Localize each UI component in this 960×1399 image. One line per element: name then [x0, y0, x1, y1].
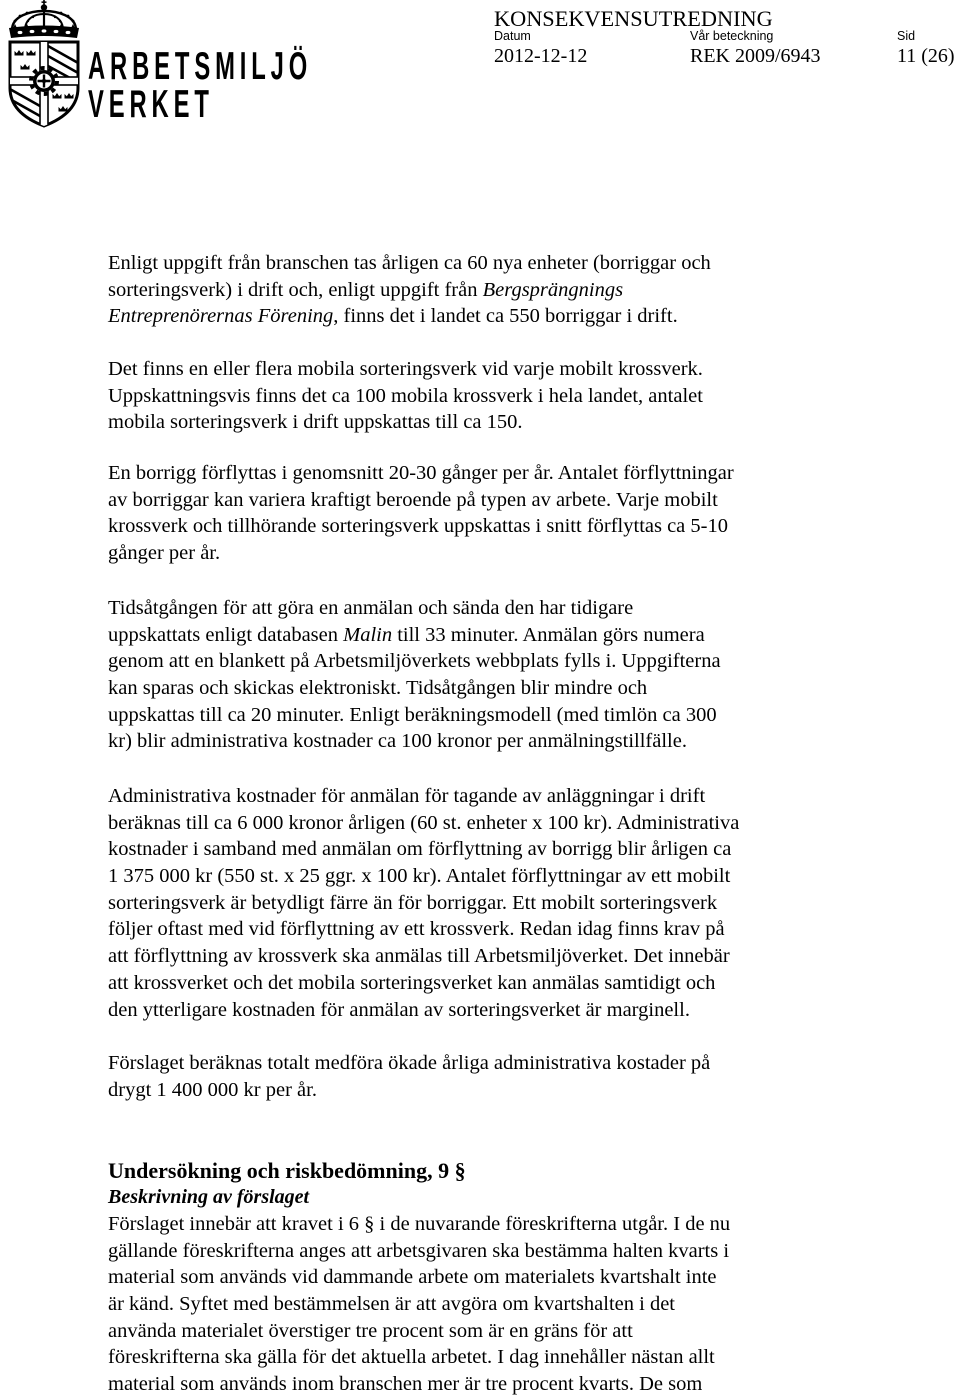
- page-number: 11 (26): [897, 45, 955, 67]
- paragraph-relocations: [108, 460, 734, 567]
- paragraph-total-cost: [108, 1050, 710, 1103]
- text-line: [108, 1050, 710, 1077]
- text-run: gånger per år.: [108, 542, 221, 565]
- text-run: att krossverket och det mobila sorteringsverket kan anmälas samtidigt och: [108, 971, 716, 994]
- logotype-line-2: VERKET: [88, 83, 214, 126]
- text-run: använda materialet överstiger tre procent som är en gräns för att: [108, 1319, 633, 1342]
- text-line: [108, 1291, 730, 1318]
- text-run: kostnader i samband med anmälan om förflyttning av borrigg blir årligen ca: [108, 838, 732, 861]
- text-run: beräknas till ca 6 000 kronor årligen (60 st. enheter x 100 kr). Administrativa: [108, 811, 740, 834]
- text-run: att förflyttning av krossverk ska anmälas till Arbetsmiljöverket. Det innebär: [108, 945, 730, 968]
- text-run: Uppskattningsvis finns det ca 100 mobila krossverk i hela landet, antalet: [108, 384, 703, 407]
- text-line: [108, 970, 739, 997]
- text-line: [108, 783, 739, 810]
- text-run: av borriggar kan variera kraftigt beroende på typen av arbete. Varje mobilt: [108, 488, 718, 511]
- text-run: sorteringsverk är betydligt färre än för borriggar. Ett mobilt sorteringsverk: [108, 891, 718, 914]
- text-line: [108, 702, 721, 729]
- text-run: Det finns en eller flera mobila sorteringsverk vid varje mobilt krossverk.: [108, 358, 703, 380]
- text-line: [108, 250, 711, 277]
- text-line: [108, 460, 734, 487]
- text-run: 1 375 000 kr (550 st. x 25 ggr. x 100 kr). Antalet förflyttningar av ett mobilt: [108, 865, 731, 888]
- text-line: [108, 810, 739, 837]
- text-run: uppskattats enligt databasen: [108, 623, 344, 646]
- text-run: Förslaget innebär att kravet i 6 § i de nuvarande föreskrifterna utgår. I de nu: [108, 1213, 731, 1235]
- text-line: [108, 513, 734, 540]
- text-run: är känd. Syftet med bestämmelsen är att avgöra om kvartshalten i det: [108, 1293, 675, 1316]
- text-line: [108, 916, 739, 943]
- section-subheading: Beskrivning av förslaget: [108, 1186, 310, 1208]
- text-run: till 33 minuter. Anmälan görs numera: [392, 623, 705, 646]
- reference-value: REK 2009/6943: [690, 45, 821, 67]
- text-line: [108, 1371, 730, 1398]
- paragraph-time-cost: [108, 595, 721, 755]
- text-run: Tidsåtgången för att göra en anmälan och sända den har tidigare: [108, 597, 634, 619]
- text-run: sorteringsverk) i drift och, enligt uppgift från: [108, 278, 483, 301]
- reference-label: Vår beteckning: [690, 29, 774, 43]
- text-line: [108, 997, 739, 1024]
- text-run: uppskattas till ca 20 minuter. Enligt beräkningsmodell (med timlön ca 300: [108, 703, 717, 726]
- logotype-line-1: ARBETSMILJÖ: [88, 45, 313, 88]
- paragraph-proposal-description: [108, 1211, 730, 1398]
- text-line: [108, 356, 703, 383]
- text-line: [108, 943, 739, 970]
- text-line: [108, 648, 721, 675]
- text-line: [108, 863, 739, 890]
- text-run: Förslaget beräknas totalt medföra ökade årliga administrativa kostader på: [108, 1052, 711, 1074]
- italic-text-run: Entreprenörernas Förening: [108, 305, 334, 328]
- text-run: mobila sorteringsverk i drift uppskattas till ca 150.: [108, 411, 523, 434]
- document-type-title: KONSEKVENSUTREDNING: [494, 6, 773, 31]
- text-line: [108, 836, 739, 863]
- italic-text-run: Malin: [343, 623, 393, 646]
- text-run: material som används inom branschen mer är tre procent kvarts. De som: [108, 1373, 703, 1396]
- text-run: kan sparas och skickas elektroniskt. Tidsåtgången blir mindre och: [108, 677, 648, 700]
- text-line: [108, 1344, 730, 1371]
- text-run: drygt 1 400 000 kr per år.: [108, 1078, 317, 1101]
- text-line: [108, 1264, 730, 1291]
- text-line: [108, 1238, 730, 1265]
- text-run: Administrativa kostnader för anmälan för tagande av anläggningar i drift: [108, 785, 706, 807]
- shield-icon: [6, 40, 82, 128]
- text-run: kr) blir administrativa kostnader ca 100 kronor per anmälningstillfälle.: [108, 730, 687, 753]
- crown-icon: [9, 0, 79, 38]
- text-line: [108, 383, 703, 410]
- text-line: [108, 728, 721, 755]
- text-line: [108, 1318, 730, 1345]
- text-line: [108, 487, 734, 514]
- text-run: gällande föreskrifterna anges att arbetsgivaren ska bestämma halten kvarts i: [108, 1239, 730, 1262]
- date-value: 2012-12-12: [494, 45, 588, 67]
- text-run: material som används vid dammande arbete om materialets kvartshalt inte: [108, 1266, 717, 1289]
- text-line: [108, 890, 739, 917]
- text-run: genom att en blankett på Arbetsmiljöverkets webbplats fylls i. Uppgifterna: [108, 650, 721, 673]
- text-run: följer oftast med vid förflyttning av ett krossverk. Redan idag finns krav på: [108, 918, 725, 941]
- section-heading: Undersökning och riskbedömning, 9 §: [108, 1158, 466, 1183]
- coat-of-arms-logo: [0, 0, 86, 128]
- paragraph-administrative-costs: [108, 783, 739, 1023]
- text-run: krossverk och tillhörande sorteringsverk uppskattas i snitt förflyttas ca 5-10: [108, 515, 728, 538]
- paragraph-sorting-plants: [108, 356, 703, 436]
- paragraph-new-units: [108, 250, 711, 330]
- text-run: , finns det i landet ca 550 borriggar i drift.: [333, 305, 678, 328]
- text-line: [108, 622, 721, 649]
- text-line: [108, 595, 721, 622]
- text-line: [108, 1211, 730, 1238]
- text-line: [108, 675, 721, 702]
- text-line: [108, 409, 703, 436]
- page-label: Sid: [897, 29, 916, 43]
- text-line: [108, 277, 711, 304]
- text-run: den ytterligare kostnaden för anmälan av sorteringsverket är marginell.: [108, 998, 690, 1021]
- text-line: [108, 303, 711, 330]
- text-run: föreskrifterna ska gälla för det aktuella arbetet. I dag innehåller nästan allt: [108, 1346, 715, 1369]
- text-run: En borrigg förflyttas i genomsnitt 20-30 gånger per år. Antalet förflyttningar: [108, 462, 734, 484]
- text-line: [108, 540, 734, 567]
- italic-text-run: Bergsprängnings: [482, 278, 624, 301]
- text-run: Enligt uppgift från branschen tas årligen ca 60 nya enheter (borriggar och: [108, 252, 711, 274]
- text-line: [108, 1077, 710, 1104]
- date-label: Datum: [494, 29, 531, 43]
